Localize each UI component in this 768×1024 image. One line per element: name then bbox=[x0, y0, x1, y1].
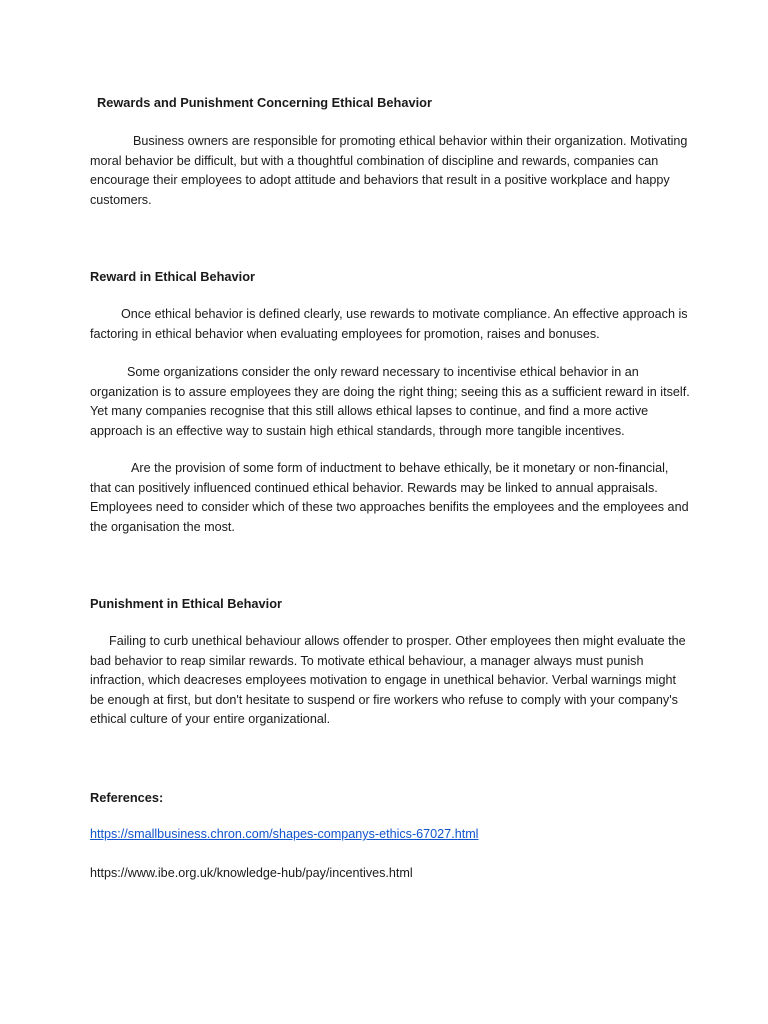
reference-link-chron[interactable]: https://smallbusiness.chron.com/shapes-companys-ethics-67027.html bbox=[90, 827, 479, 841]
reward-paragraph-1: Once ethical behavior is defined clearly, use rewards to motivate compliance. An effective approach is factoring in ethical behavior when evaluating employees for promotion, raises and bonuses. bbox=[90, 307, 688, 341]
reward-heading: Reward in Ethical Behavior bbox=[90, 269, 255, 284]
punishment-paragraph: Failing to curb unethical behaviour allows offender to prosper. Other employees then might evaluate the bad behavior to reap similar rewards. To motivate ethical behaviour, a manager always must punish infraction, which deacreses employees motivation to engage in unethical behavior. Verbal warnings might be enough at first, but don't hesitate to suspend or fire workers who refuse to comply with your company's ethical culture of your entire organizational. bbox=[90, 634, 686, 726]
intro-paragraph: Business owners are responsible for promoting ethical behavior within their organization. Motivating moral behavior be difficult, but with a thoughtful combination of discipline and rewards, companies can encourage their employees to adopt attitude and behaviors that result in a positive workplace and happy customers. bbox=[90, 134, 688, 207]
reward-paragraph-2: Some organizations consider the only reward necessary to incentivise ethical behavior in an organization is to assure employees they are doing the right thing; seeing this as a sufficient reward in itself. Yet many companies recognise that this still allows ethical lapses to continue, and find a more active approach is an effective way to sustain high ethical standards, through more tangible incentives. bbox=[90, 365, 690, 438]
document-title: Rewards and Punishment Concerning Ethical Behavior bbox=[97, 95, 432, 110]
reference-item-1 bbox=[90, 825, 690, 845]
punishment-heading: Punishment in Ethical Behavior bbox=[90, 596, 282, 611]
references-heading: References: bbox=[90, 790, 164, 805]
reward-paragraph-3: Are the provision of some form of inductment to behave ethically, be it monetary or non-financial, that can positively influenced continued ethical behavior. Rewards may be linked to annual appraisals. Employees need to consider which of these two approaches benifits the employees and the employees and the organisation the most. bbox=[90, 461, 689, 534]
reference-item-2: https://www.ibe.org.uk/knowledge-hub/pay/incentives.html bbox=[90, 866, 413, 880]
